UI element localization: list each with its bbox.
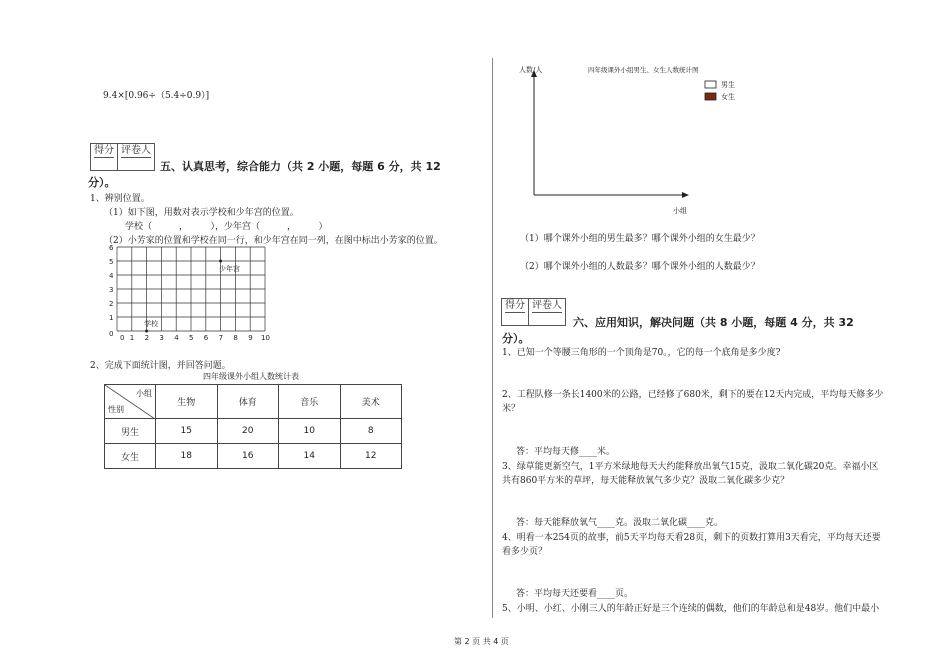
chart-question-1: （1）哪个课外小组的男生最多？哪个课外小组的女生最少？: [520, 234, 760, 244]
empty-bar-chart: [515, 60, 755, 220]
grader-label: 评卷人: [532, 300, 562, 311]
table-cell: 15: [156, 419, 218, 444]
y-tick-5: 5: [109, 258, 114, 266]
x-axis-arrow: [682, 192, 689, 198]
legend-label-girls: 女生: [721, 93, 735, 101]
x-tick-2: 2: [144, 334, 150, 342]
question-2: 2、完成下面统计图，并回答问题。: [90, 361, 231, 371]
x-tick-0: 0: [120, 334, 125, 342]
row-label: 男生: [105, 419, 156, 444]
expression: 9.4×[0.96÷（5.4÷0.9）]: [103, 91, 210, 101]
table-row: [105, 419, 402, 444]
x-tick-4: 4: [174, 334, 179, 342]
x-tick-7: 7: [218, 334, 224, 342]
section-6-title: 六、应用知识，解决问题（共 8 小题，每题 4 分，共 32: [573, 316, 854, 329]
legend-swatch-boys: [705, 81, 716, 88]
score-box-6: [501, 298, 566, 326]
y-tick-6: 6: [109, 244, 114, 252]
legend-swatch-girls: [705, 93, 716, 100]
chart-xlabel: 小组: [673, 207, 687, 215]
section-6-title-cont: 分）。: [502, 332, 530, 345]
table-cell: 16: [217, 444, 279, 469]
score-label: 得分: [505, 300, 525, 311]
x-tick-10: 10: [261, 334, 270, 342]
question-1-1-answer: 学校（ ， ），少年宫（ ， ）: [125, 222, 328, 232]
palace-point: [219, 260, 222, 263]
question-1-1: （1）如下图，用数对表示学校和少年宫的位置。: [104, 208, 299, 218]
table-title: 四年级课外小组人数统计表: [203, 372, 299, 381]
x-tick-9: 9: [248, 334, 253, 342]
table-cell: 14: [279, 444, 341, 469]
school-label: 学校: [144, 320, 158, 328]
grader-label: 评卷人: [121, 145, 151, 156]
chart-ylabel: 人数/人: [519, 66, 543, 74]
table-row: [105, 444, 402, 469]
legend-label-boys: 男生: [721, 81, 735, 89]
problem-3-answer: 答：每天能释放氧气____克。汲取二氧化碳____克。: [516, 518, 724, 528]
score-box-5: [90, 143, 155, 171]
table-cell: 12: [340, 444, 402, 469]
problem-2-line-1: 2、工程队修一条长1400米的公路，已经修了680米，剩下的要在12天内完成，平均每天修多少: [502, 390, 884, 400]
question-1-2: （2）小芳家的位置和学校在同一行，和少年宫在同一列，在图中标出小芳家的位置。: [104, 236, 443, 246]
x-tick-3: 3: [159, 334, 164, 342]
table-cell: 18: [156, 444, 218, 469]
table-corner: [105, 385, 156, 419]
table-cell: 8: [340, 419, 402, 444]
coordinate-grid: [100, 243, 275, 343]
page-footer: 第 2 页 共 4 页: [454, 637, 509, 646]
table-cell: 20: [217, 419, 279, 444]
section-5-title-cont: 分）。: [88, 176, 116, 189]
y-tick-1: 1: [109, 314, 114, 322]
question-1: 1、辨别位置。: [90, 194, 150, 204]
problem-2-line-2: 米？: [502, 404, 521, 414]
y-tick-4: 4: [109, 272, 114, 280]
column-divider: [492, 58, 493, 618]
y-tick-3: 3: [109, 286, 114, 294]
y-tick-0: 0: [109, 330, 114, 338]
y-tick-2: 2: [109, 300, 114, 308]
problem-4-line-2: 看多少页？: [502, 547, 548, 557]
chart-question-2: （2）哪个课外小组的人数最多？哪个课外小组的人数最少？: [520, 262, 760, 272]
problem-5: 5、小明、小红、小刚三人的年龄正好是三个连续的偶数，他们的年龄总和是48岁。他们中最小: [502, 604, 880, 614]
table-header: 体育: [217, 385, 279, 419]
x-tick-5: 5: [189, 334, 194, 342]
x-tick-6: 6: [203, 334, 209, 342]
score-label: 得分: [94, 145, 114, 156]
stats-table: [104, 384, 402, 469]
x-tick-1: 1: [129, 334, 135, 342]
school-point: [145, 330, 148, 333]
x-tick-8: 8: [233, 334, 238, 342]
grid-lines: [117, 247, 265, 331]
corner-top-label: 小组: [136, 389, 152, 398]
palace-label: 少年宫: [219, 265, 240, 273]
problem-1: 1、已知一个等腰三角形的一个顶角是70。，它的每一个底角是多少度?: [502, 348, 781, 358]
problem-3-line-1: 3、绿草能更新空气，1平方米绿地每天大约能释放出氧气15克，汲取二氧化碳20克。幸福小区: [502, 462, 879, 472]
table-header: 生物: [156, 385, 218, 419]
row-label: 女生: [105, 444, 156, 469]
table-cell: 10: [279, 419, 341, 444]
corner-bottom-label: 性别: [108, 405, 124, 414]
chart-title: 四年级课外小组男生、女生人数统计图: [588, 66, 699, 74]
section-5-title: 五、认真思考，综合能力（共 2 小题，每题 6 分，共 12: [160, 160, 441, 173]
problem-2-answer: 答：平均每天修____米。: [516, 447, 616, 457]
problem-3-line-2: 共有860平方米的草坪，每天能释放氧气多少克？汲取二氧化碳多少克？: [502, 476, 790, 486]
problem-4-answer: 答：平均每天还要看____页。: [516, 589, 634, 599]
problem-4-line-1: 4、明看一本254页的故事，前5天平均每天看28页，剩下的页数打算用3天看完，平均每天还要: [502, 533, 881, 543]
table-header: 音乐: [279, 385, 341, 419]
table-header: 美术: [340, 385, 402, 419]
